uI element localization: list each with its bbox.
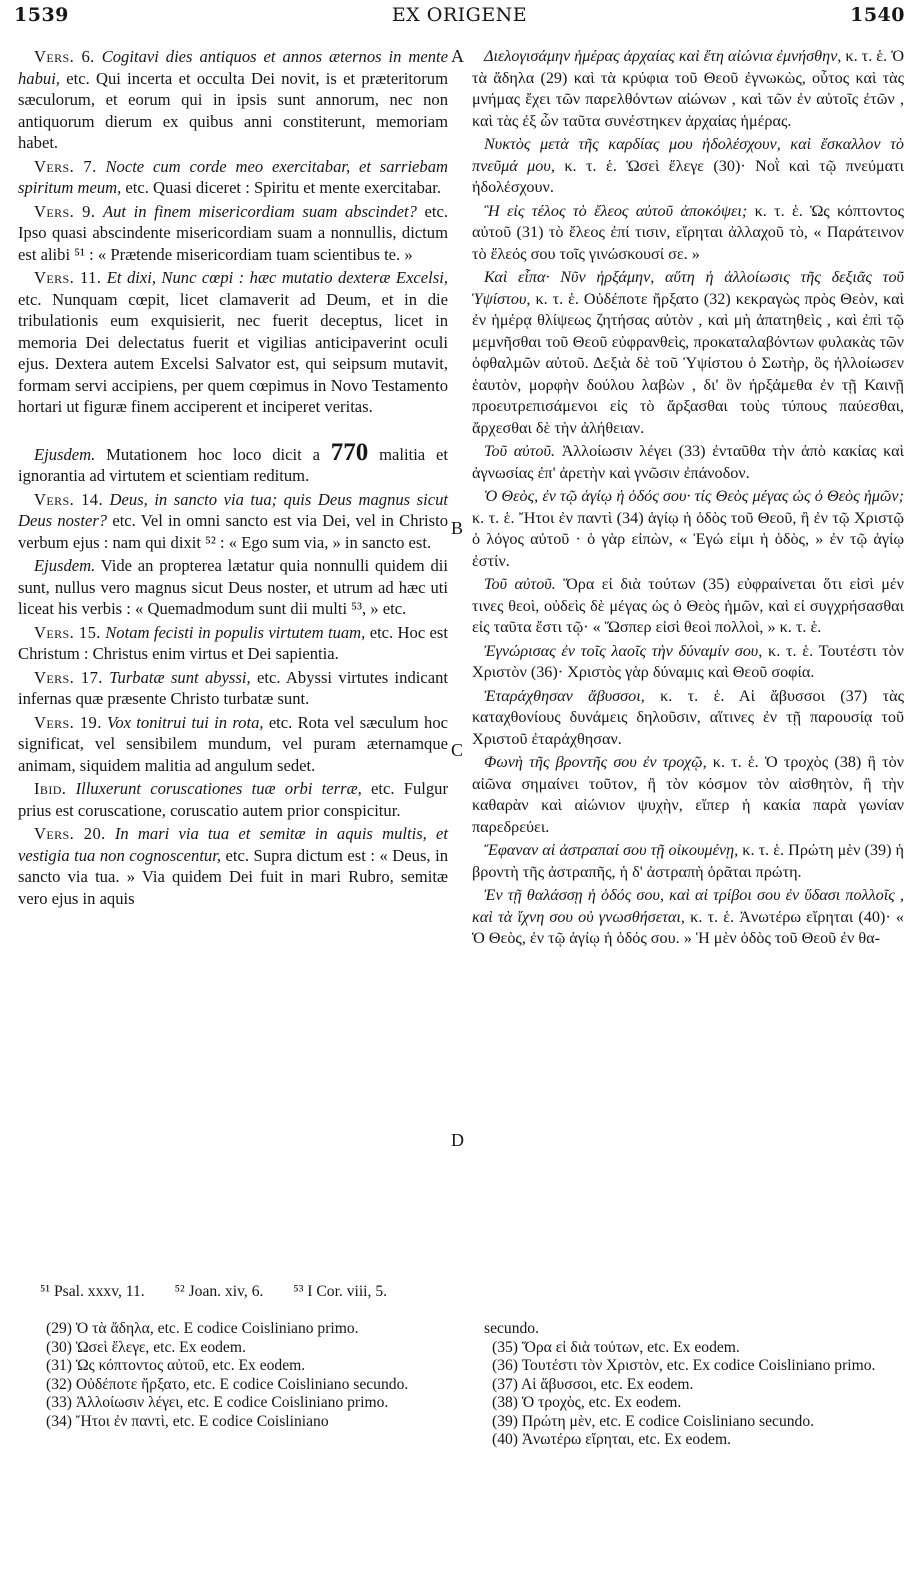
greek-text: κ. τ. ἑ. Ὡσεὶ ἔλεγε (30)· Νοῒ καὶ τῷ πνεύματι ἠδολέσχουν.	[472, 156, 905, 196]
footnote: (37) Αἱ ἄβυσσοι, etc. Ex eodem.	[492, 1375, 694, 1393]
scripture-ref: ⁵² Joan. xiv, 6.	[174, 1283, 264, 1300]
greek-lemma: Ἐταράχθησαν ἄβυσσοι,	[484, 686, 645, 705]
commentary-text: Mutationem hoc loco dicit a	[106, 444, 320, 464]
commentary-text: etc. Hoc est Christum : Christus enim virtus et Dei sapientia.	[18, 622, 448, 663]
verse-label: Vers. 15.	[34, 622, 101, 642]
latin-entry	[18, 156, 448, 199]
greek-entry	[472, 752, 904, 838]
verse-label: Vers. 11.	[34, 268, 102, 287]
greek-lemma: Ἢ εἰς τέλος τὸ ἔλεος αὐτοῦ ἀποκόψει;	[484, 201, 748, 220]
footnote: (36) Τουτέστι τὸν Χριστὸν, etc. Ex codice Coisliniano primo.	[492, 1357, 876, 1374]
running-title: EX ORIGENE	[391, 4, 528, 26]
greek-entry	[472, 441, 904, 484]
lemma: Cogitavi dies antiquos et annos æternos in mente habui,	[18, 47, 449, 88]
greek-entry	[472, 574, 904, 639]
footnote: (29) Ὁ τὰ ἄδηλα, etc. E codice Coisliniano primo.	[46, 1320, 359, 1337]
commentary-text: etc. Quasi diceret : Spiritu et mente exercitabar.	[125, 178, 442, 197]
footnote: (33) Ἀλλοίωσιν λέγει, etc. E codice Coisliniano primo.	[46, 1394, 389, 1411]
greek-lemma: Καὶ εἶπα· Νῦν ἠρξάμην, αὕτη ἡ ἀλλοίωσις τῆς δεξιᾶς τοῦ Ὑψίστου,	[472, 268, 904, 308]
commentary-text: etc. Fulgur prius est coruscatione, coruscatio autem prior conspicitur.	[18, 779, 448, 820]
margin-letter-a: A	[451, 46, 464, 66]
page-number-right: 1540	[850, 4, 905, 26]
lemma: Illuxerunt coruscationes tuæ orbi terræ,	[75, 779, 362, 798]
commentary-text: Vide an propterea lætatur quia nonnulli quidem dii sunt, nullus vero magnus sicut Deus noster, et utrum ad hæc uti liceat his verbis : « Quemadmodum sunt dii multi ⁵³, » etc.	[18, 556, 448, 618]
scripture-references	[40, 1283, 900, 1301]
scripture-ref: ⁵¹ Psal. xxxv, 11.	[40, 1283, 145, 1300]
lemma: In mari via tua et semitæ in aquis multis, et vestigia tua non cognoscentur,	[18, 824, 448, 865]
verse-label: Ejusdem.	[34, 556, 96, 575]
footnote: (30) Ὡσεὶ ἔλεγε, etc. Ex eodem.	[46, 1338, 246, 1356]
footnote: (34) Ἤτοι ἐν παντὶ, etc. E codice Coisliniano	[46, 1412, 329, 1430]
margin-letter-c: C	[451, 740, 464, 760]
margin-letter-b: B	[451, 518, 464, 538]
greek-lemma: Ἐγνώρισας ἐν τοῖς λαοῖς τὴν δύναμίν σου,	[484, 641, 763, 660]
latin-entry	[18, 489, 448, 554]
greek-text: κ. τ. ἑ. Πρώτη μὲν (39) ἡ βροντὴ τῆς ἀστραπῆς, ἡ δ' ἀστραπὴ ὁρᾶται πρώτη.	[472, 841, 905, 881]
greek-text: κ. τ. ἑ. Ἀνωτέρω εἴρηται (40)· « Ὁ Θεὸς, ἐν τῷ ἁγίῳ ἡ ὁδός σου. » Ἡ μὲν ὁδὸς τοῦ Θεοῦ ἐν θα-	[472, 907, 905, 947]
greek-entry	[472, 46, 904, 132]
greek-entry	[472, 885, 904, 950]
verse-label: Vers. 6.	[34, 47, 95, 66]
greek-lemma: Τοῦ αὐτοῦ.	[484, 575, 556, 593]
greek-lemma: Φωνὴ τῆς βροντῆς σου ἐν τροχῷ,	[484, 753, 707, 771]
footnote: (40) Ἀνωτέρω εἴρηται, etc. Ex eodem.	[492, 1431, 731, 1448]
footnote: (31) Ὡς κόπτοντος αὐτοῦ, etc. Ex eodem.	[46, 1357, 306, 1374]
commentary-text: etc. Ipso quasi abscindente misericordiam suam a nonnullis, dictum est alibi ⁵¹ : « Prætende misericordiam tuam scientibus te. »	[18, 201, 449, 264]
commentary-text: etc. Rota vel sæculum hoc significat, vel sensibilem mundum, vel puram æternamque animam, siquidem malitia ad angulum sedet.	[18, 712, 448, 775]
verse-label: Ejusdem.	[34, 444, 96, 464]
greek-text: Ὅρα εἰ διὰ τούτων (35) εὐφραίνεται ὅτι εἰσὶ μέν τινες θεοὶ, οὐδεὶς δὲ μέγας ὡς ὁ Θεὸς ἡμῶν, καὶ εἰ συγχρήσασθαι εἰς ταῦτα ἔστι τῷ· « Ὥσπερ εἰσὶ θεοὶ πολλοὶ, » κ. τ. ἑ.	[472, 575, 904, 636]
latin-entry	[18, 778, 448, 821]
footnote: (35) Ὅρα εἰ διὰ τούτων, etc. Ex eodem.	[492, 1338, 740, 1356]
verse-label: Vers. 17.	[34, 667, 103, 687]
footnote: (38) Ὁ τροχὸς, etc. Ex eodem.	[492, 1394, 682, 1411]
commentary-text: etc. Qui incerta et occulta Dei novit, is et præteritorum sæculorum, et eorum qui in ipsis sunt annorum, nec non antiquorum dierum ex quibus anni constiterunt, memoriam habet.	[18, 68, 448, 152]
greek-entry	[472, 641, 904, 684]
latin-entry	[18, 555, 448, 620]
lemma: Nocte cum corde meo exercitabar, et sarriebam spiritum meum,	[18, 156, 448, 197]
greek-lemma: Νυκτὸς μετὰ τῆς καρδίας μου ἠδολέσχουν, καὶ ἔσκαλλον τὸ πνεῦμά μου,	[472, 135, 904, 175]
footnotes-right	[484, 1320, 904, 1450]
latin-entry	[18, 667, 448, 710]
lemma: Deus, in sancto via tua; quis Deus magnus sicut Deus noster?	[18, 489, 448, 530]
greek-text: κ. τ. ἑ. Αἱ ἄβυσσοι (37) τὰς καταχθονίους δυνάμεις δηλοῦσιν, αἵτινες ἐν τῇ παρουσίᾳ τοῦ Χριστοῦ ἐταράχθησαν.	[472, 686, 905, 748]
greek-entry	[472, 134, 904, 199]
verse-label: Vers. 9.	[34, 201, 96, 221]
margin-letter-d: D	[451, 1130, 464, 1150]
greek-text: Ἀλλοίωσιν λέγει (33) ἐνταῦθα τὴν ἀπὸ κακίας καὶ ἀγνωσίας ἐπ' ἀρετὴν καὶ γνῶσιν ἐπάνοδον.	[472, 442, 904, 482]
lemma: Aut in finem misericordiam suam abscindet?	[103, 201, 417, 221]
greek-text: κ. τ. ἑ. Οὐδέποτε ἤρξατο (32) κεκραγὼς πρὸς Θεὸν, καὶ ἐν ἡμέρᾳ θλίψεως ζητήσας αὐτὸν , καὶ μὴ ἀπατηθεὶς , καὶ ἐπὶ τῷ μεμνῆσθαι τοῦ Θεοῦ εὐφρανθεὶς, προκαταλαβόντων φυλακὰς τῶν ὀφθαλμῶν αὐτοῦ. Δεξιὰ δὲ τοῦ Ὑψίστου ὁ Σωτὴρ, ὃς ἠλλοίωσεν ἑαυτὸν, μορφὴν δούλου λαβὼν , δι' ὃν ἠρξάμεθα ἐν τῇ Καινῇ προευτρεπισάμενοι εἰς τὸ ἄρξασθαι τοὺς τύπους παύεσθαι, ἄρχεσθαι δὲ τὴν ἀλήθειαν.	[472, 289, 905, 437]
footnote: (39) Πρώτη μὲν, etc. E codice Coisliniano secundo.	[492, 1412, 815, 1430]
commentary-text: etc. Nunquam cœpit, licet clamaverit ad Deum, et in die tribulationis eum exquisierit, nec fuerit deceptus, licet in memoria Dei delectatus fuerit et vigilias anticipaverint oculi ejus. Dextera autem Excelsi Salvator est, qui seipsum mutavit, formam servi accipiens, per quem cœpimus in Novo Testamento hortari ut figuræ finem acciperent et inciperet veritas.	[18, 289, 448, 416]
greek-lemma: Τοῦ αὐτοῦ.	[484, 442, 556, 460]
greek-entry	[472, 486, 904, 572]
greek-lemma: Ἔφαναν αἱ ἀστραπαί σου τῇ οἰκουμένῃ,	[484, 841, 739, 859]
commentary-text-continued: malitia et ignorantia ad virtutem et scientiam reditum.	[18, 444, 448, 485]
greek-text: κ. τ. ἑ. Ἤτοι ἐν παντὶ (34) ἁγίῳ ἡ ὁδὸς τοῦ Θεοῦ, ἢ ἐν τῷ Χριστῷ ὁ λόγος αὐτοῦ · ὁ γὰρ εἰπὼν, « Ἐγώ εἰμι ἡ ὁδὸς, » ἐν τῷ ἁγίῳ ἐστίν.	[472, 508, 904, 570]
greek-text: κ. τ. ἑ. Ὡς κόπτοντος αὐτοῦ (31) τὸ ἔλεος ἐπί τισιν, εἴρηται ἀλλαχοῦ τὸ, « Παράτεινον τὸ ἔλεός σου τοῖς γινώσκουσί σε. »	[472, 201, 904, 263]
page-number-left: 1539	[14, 4, 69, 26]
latin-entry	[18, 712, 448, 777]
commentary-text: etc. Abyssi virtutes indicant infernas quæ præsente Christo turbatæ sunt.	[18, 667, 448, 708]
commentary-text: etc. Supra dictum est : « Deus, in sancto via tua. » Via quidem Dei fuit in mari Rubro, semitæ vero ejus in aquis	[18, 845, 448, 908]
greek-lemma: Διελογισάμην ἡμέρας ἀρχαίας καὶ ἔτη αἰώνια ἐμνήσθην,	[484, 47, 842, 65]
latin-column	[18, 46, 448, 911]
commentary-text: etc. Vel in omni sancto est via Dei, vel in Christo verbum ejus : nam qui dixit ⁵² : « Ego sum via, » in sancto est.	[18, 511, 449, 552]
lemma: Et dixi, Nunc cœpi : hæc mutatio dexteræ Excelsi,	[106, 268, 448, 287]
latin-entry	[18, 622, 448, 665]
footnotes-left	[38, 1320, 456, 1431]
greek-lemma: Ὁ Θεὸς, ἐν τῷ ἁγίῳ ἡ ὁδός σου· τίς Θεὸς μέγας ὡς ὁ Θεὸς ἡμῶν;	[484, 487, 904, 505]
greek-text: κ. τ. ἑ. Τουτέστι τὸν Χριστὸν (36)· Χριστὸς γὰρ δύναμις καὶ Θεοῦ σοφία.	[472, 641, 904, 681]
lemma: Notam fecisti in populis virtutem tuam,	[105, 622, 366, 642]
greek-column	[472, 46, 904, 952]
verse-label: Vers. 14.	[34, 489, 104, 509]
verse-label: Vers. 7.	[34, 156, 97, 176]
footnote-continuation: secundo.	[484, 1320, 539, 1337]
greek-text: κ. τ. ἑ. Ὁ τὰ ἄδηλα (29) καὶ τὰ κρύφια τοῦ Θεοῦ ἐγνωκὼς, οὗτος καὶ τὰς μνήμας ἔχει τῶν παρελθόντων αἰώνων , καὶ τῶν ἐν αὐτοῖς ἐτῶν , καὶ τὰς ἐξ ὧν ταῦτα συνέστηκεν ἀρχαίας ἡμέρας.	[472, 47, 905, 130]
lemma: Vox tonitrui tui in rota,	[107, 712, 264, 732]
verse-label: Vers. 19.	[34, 712, 102, 732]
latin-entry	[18, 201, 448, 266]
greek-entry	[472, 201, 904, 266]
column-number: 770	[330, 438, 369, 466]
verse-label: Vers. 20.	[34, 824, 106, 843]
greek-text: κ. τ. ἑ. Ὁ τροχὸς (38) ἢ τὸν αἰῶνα σημαίνει τοῦτον, ἢ τὸν κόσμον τὸν αἰσθητὸν, ἢ τὴν καθαρὰν καὶ αἰώνιον ψυχὴν, εἴπερ ἡ κακία παρὰ γωνίαν παρεδρεύει.	[472, 753, 904, 836]
latin-entry	[18, 46, 448, 154]
greek-entry	[472, 686, 904, 751]
page-header	[14, 4, 905, 34]
verse-label: Ibid.	[34, 779, 67, 798]
latin-entry	[18, 823, 448, 909]
spacer	[18, 420, 448, 442]
scripture-ref: ⁵³ I Cor. viii, 5.	[293, 1283, 388, 1300]
latin-entry	[18, 438, 448, 487]
lemma: Turbatæ sunt abyssi,	[109, 667, 251, 687]
greek-entry	[472, 267, 904, 439]
latin-entry	[18, 267, 448, 418]
greek-entry	[472, 840, 904, 883]
footnote: (32) Οὐδέποτε ἤρξατο, etc. E codice Coisliniano secundo.	[46, 1375, 409, 1393]
greek-lemma: Ἐν τῇ θαλάσσῃ ἡ ὁδός σου, καὶ αἱ τρίβοι σου ἐν ὕδασι πολλοῖς , καὶ τὰ ἴχνη σου οὐ γνωσθήσεται,	[472, 886, 904, 926]
